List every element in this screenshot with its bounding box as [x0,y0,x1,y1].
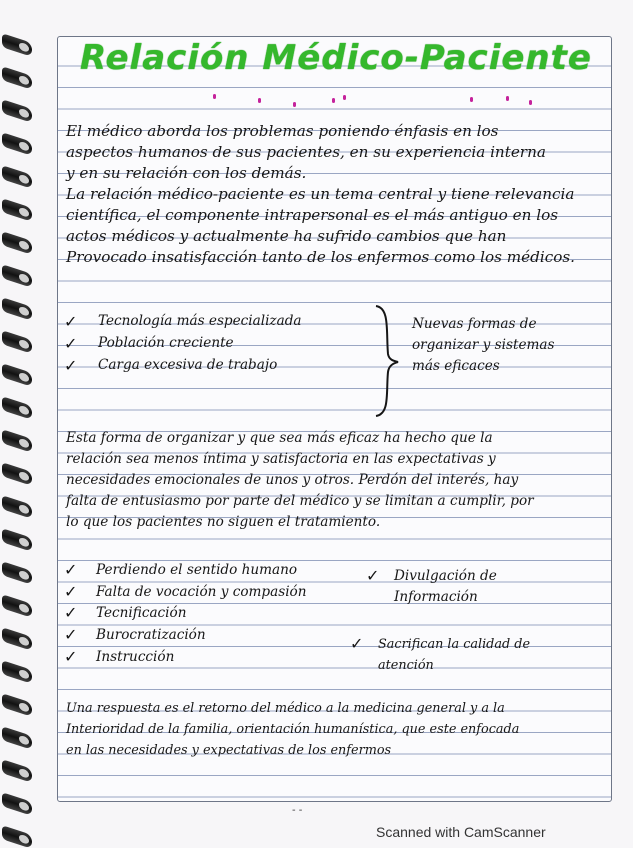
conclusion-line: Una respuesta es el retorno del médico a la medicina general y a la [66,701,505,716]
spiral-ring [2,528,32,552]
factors-result-line: más eficaces [412,358,500,374]
spiral-ring [2,33,32,57]
intro-line: científica, el componente intrapersonal es el más antiguo en los [66,206,559,224]
effects-right-group-1 [394,566,497,608]
check-icon: ✓ [64,312,78,331]
spiral-ring [2,198,32,222]
spiral-ring [2,99,32,123]
organization-paragraph [66,428,534,533]
check-icon: ✓ [64,647,78,666]
spiral-ring [2,132,32,156]
conclusion-paragraph [66,698,519,761]
scanner-watermark: Scanned with CamScanner [376,824,546,840]
spiral-ring [2,759,32,783]
factor-item: Carga excesiva de trabajo [98,357,278,373]
check-icon: ✓ [64,603,78,622]
intro-paragraph [66,121,575,268]
spiral-ring [2,396,32,420]
organization-line: falta de entusiasmo por parte del médico y se limitan a cumplir, por [66,493,534,509]
spiral-binding [0,0,40,848]
organization-line: Esta forma de organizar y que sea más eficaz ha hecho que la [66,430,493,446]
intro-line: y en su relación con los demás. [66,164,307,182]
effect-item: Tecnificación [96,605,187,621]
effect-item: Perdiendo el sentido humano [96,562,298,578]
spiral-ring [2,660,32,684]
right-brace-icon [372,302,402,420]
check-icon: ✓ [64,560,78,579]
spiral-ring [2,363,32,387]
intro-line: Provocado insatisfacción tanto de los enfermos como los médicos. [66,248,576,266]
intro-line: La relación médico-paciente es un tema central y tiene relevancia [66,185,575,203]
check-icon: ✓ [64,582,78,601]
page-mark: - - [292,805,303,816]
spiral-ring [2,627,32,651]
effects-right-line: Información [394,589,478,605]
intro-line: aspectos humanos de sus pacientes, en su experiencia interna [66,143,546,161]
organization-line: lo que los pacientes no siguen el tratamiento. [66,514,381,530]
spiral-ring [2,231,32,255]
factors-result-line: organizar y sistemas [412,337,555,353]
intro-line: El médico aborda los problemas poniendo énfasis en los [66,122,499,140]
spiral-ring [2,330,32,354]
effect-item: Burocratización [96,627,206,643]
spiral-ring [2,792,32,816]
effects-right-line: atención [378,658,434,673]
page-title: Relación Médico-Paciente [80,38,592,78]
spiral-ring [2,462,32,486]
organization-line: necesidades emocionales de unos y otros. Perdón del interés, hay [66,472,519,488]
spiral-ring [2,495,32,519]
organization-line: relación sea menos íntima y satisfactoria en las expectativas y [66,451,496,467]
spiral-ring [2,726,32,750]
intro-line: actos médicos y actualmente ha sufrido cambios que han [66,227,507,245]
spiral-ring [2,693,32,717]
conclusion-line: Interioridad de la familia, orientación humanística, que este enfocada [66,722,520,737]
check-icon: ✓ [64,334,78,353]
check-icon: ✓ [64,625,78,644]
check-icon: ✓ [366,566,380,585]
spiral-ring [2,429,32,453]
spiral-ring [2,297,32,321]
effect-item: Falta de vocación y compasión [96,584,307,600]
factor-item: Población creciente [98,335,234,351]
effect-item: Instrucción [96,649,175,665]
factors-result [412,314,554,377]
factors-result-line: Nuevas formas de [412,316,537,332]
factor-item: Tecnología más especializada [98,313,302,329]
check-icon: ✓ [350,634,364,653]
conclusion-line: en las necesidades y expectativas de los enfermos [66,743,392,758]
effects-right-line: Divulgación de [394,568,497,584]
effects-right-group-2 [378,634,530,676]
spiral-ring [2,165,32,189]
check-icon: ✓ [64,356,78,375]
spiral-ring [2,264,32,288]
spiral-ring [2,66,32,90]
spiral-ring [2,561,32,585]
spiral-ring [2,594,32,618]
spiral-ring [2,825,32,849]
effects-right-line: Sacrifican la calidad de [378,637,531,652]
